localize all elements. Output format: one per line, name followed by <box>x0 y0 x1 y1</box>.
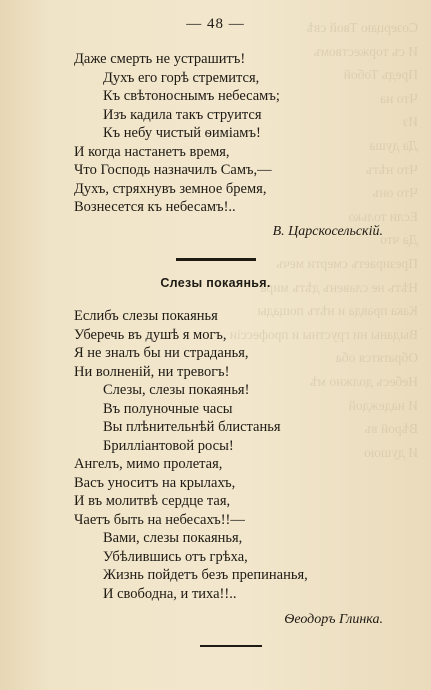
poem-line: Уберечь въ душѣ я могъ, <box>74 326 227 343</box>
poem-line: Ангелъ, мимо пролетая, <box>74 456 223 472</box>
poem-author: Ѳеодоръ Глинка. <box>284 612 383 627</box>
poem-line: Что Господь назначилъ Самъ,— <box>74 162 272 178</box>
poem-stanza-2 <box>0 307 431 603</box>
poem-title: Слезы покаянья. <box>160 276 271 290</box>
poem-line: Жизнь пойдетъ безъ препинанья, <box>103 567 308 583</box>
poem-line: Слезы, слезы покаянья! <box>103 382 250 398</box>
poem-line: Еслибъ слезы покаянья <box>74 308 218 324</box>
poem-line: Вами, слезы покаянья, <box>103 530 243 546</box>
poem-line: Духъ, стряхнувъ земное бремя, <box>74 180 267 197</box>
poem-line: Васъ уноситъ на крылахъ, <box>74 474 236 491</box>
poem-line: Бриллiантовой росы! <box>103 437 234 454</box>
poem-line: Къ свѣтоноснымъ небесамъ; <box>103 88 280 104</box>
poem-line: Даже смерть не устрашитъ! <box>74 51 246 67</box>
poem-line: Чаетъ быть на небесахъ!!— <box>74 511 245 528</box>
section-divider <box>176 258 256 261</box>
poem-line: И свободна, и тиха!!.. <box>103 585 237 602</box>
end-divider <box>200 645 262 647</box>
bleed-through-text: Созерцаю Твой свѣ И съ торжествомъ Предъ Тобой Что на Из Да душа Что нѣтъ Что онъ Если только Да что Презираетъ смерти мечъ Нѣтъ не славенъ дѣтъ мира Кака правда и нѣтъ пощады Выданы ни грустны и профессіи Обратятся оба Небесъ должно мѣ И надеждой Вѣрой въ И душою <box>229 20 418 460</box>
poem-line: Я не зналъ бы ни страданья, <box>74 345 249 361</box>
poem-author: В. Царскосельскій. <box>272 224 383 239</box>
page-number: — 48 — <box>186 16 245 32</box>
poem-line: Вы плѣнительнѣй блистанья <box>103 419 281 435</box>
poem-line: Изъ кадила такъ струится <box>103 106 262 123</box>
poem-line: Къ небу чистый ѳиміамъ! <box>103 125 261 141</box>
poem-line: Духъ его горѣ стремится, <box>103 69 260 86</box>
poem-line: И въ молитвѣ сердце тая, <box>74 493 231 509</box>
poem-line: Убѣлившись отъ грѣха, <box>103 548 248 565</box>
poem-line: И когда настанетъ время, <box>74 143 230 160</box>
poem-line: Ни волненій, ни тревогъ! <box>74 363 230 380</box>
poem-line: Въ полуночные часы <box>103 400 233 417</box>
poem-stanza-1 <box>0 50 431 217</box>
poem-line: Вознесется къ небесамъ!.. <box>74 199 236 215</box>
